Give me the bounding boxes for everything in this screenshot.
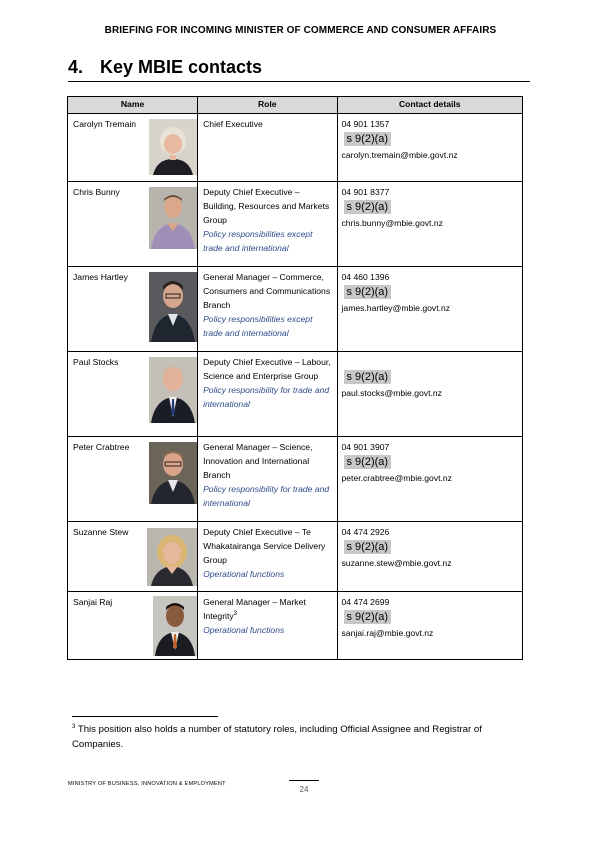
footer-ministry: MINISTRY OF BUSINESS, INNOVATION & EMPLOYMENT (68, 781, 226, 787)
phone-number: 04 901 3907 (341, 442, 390, 452)
section-heading (68, 57, 530, 82)
role-cell (198, 352, 337, 437)
footnote (72, 722, 532, 752)
contact-cell (337, 267, 523, 352)
email-link[interactable]: chris.bunny@mbie.govt.nz (341, 218, 443, 228)
contact-cell (337, 352, 523, 437)
name-cell (68, 437, 198, 522)
role-title: Deputy Chief Executive – Labour, Science and Enterprise Group (203, 357, 331, 381)
contacts-table (67, 96, 523, 660)
footnote-marker: 3 (72, 723, 76, 730)
phone-number: 04 474 2926 (341, 527, 390, 537)
redaction-box: s 9(2)(a) (344, 285, 392, 299)
portrait-photo (149, 272, 197, 342)
contact-name: Peter Crabtree (73, 442, 130, 452)
contact-name: Carolyn Tremain (73, 119, 137, 129)
role-title: Deputy Chief Executive – Building, Resources and Markets Group (203, 187, 330, 225)
phone-number: 04 474 2699 (341, 597, 390, 607)
portrait-photo (147, 528, 197, 586)
role-title: Deputy Chief Executive – Te Whakatairanga Service Delivery Group (203, 527, 326, 565)
redaction-box: s 9(2)(a) (344, 200, 392, 214)
role-title: General Manager – Science, Innovation and International Branch (203, 442, 313, 480)
footnote-reference[interactable]: 3 (233, 611, 237, 618)
contact-cell (337, 437, 523, 522)
table-row (68, 352, 523, 437)
portrait-photo (149, 119, 197, 175)
redaction-box: s 9(2)(a) (344, 132, 392, 146)
section-title: Key MBIE contacts (100, 57, 263, 77)
email-link[interactable]: suzanne.stew@mbie.govt.nz (341, 558, 452, 568)
name-cell (68, 267, 198, 352)
role-title-text: General Manager – Market Integrity (203, 597, 306, 621)
email-link[interactable]: carolyn.tremain@mbie.govt.nz (341, 150, 458, 160)
email-link[interactable]: james.hartley@mbie.govt.nz (341, 303, 451, 313)
name-cell (68, 522, 198, 592)
email-link[interactable]: peter.crabtree@mbie.govt.nz (341, 473, 452, 483)
contact-cell (337, 182, 523, 267)
redaction-box: s 9(2)(a) (344, 610, 392, 624)
redaction-box: s 9(2)(a) (344, 370, 392, 384)
portrait-photo (149, 442, 197, 504)
contact-cell (337, 592, 523, 660)
document-header: BRIEFING FOR INCOMING MINISTER OF COMMERCE AND CONSUMER AFFAIRS (104, 25, 497, 36)
role-cell (198, 182, 337, 267)
table-row (68, 437, 523, 522)
name-cell (68, 592, 198, 660)
name-cell (68, 114, 198, 182)
role-cell (198, 592, 337, 660)
policy-note: Operational functions (203, 569, 285, 579)
phone-number: 04 460 1396 (341, 272, 390, 282)
redaction-box: s 9(2)(a) (344, 540, 392, 554)
email-link[interactable]: paul.stocks@mbie.govt.nz (341, 388, 442, 398)
portrait-photo (149, 187, 197, 249)
name-cell (68, 182, 198, 267)
role-title (203, 595, 332, 623)
role-cell (198, 437, 337, 522)
contact-cell (337, 114, 523, 182)
column-header-name: Name (68, 97, 198, 114)
portrait-photo (149, 357, 197, 423)
column-header-contact: Contact details (337, 97, 523, 114)
table-row (68, 522, 523, 592)
policy-note: Policy responsibilities except trade and international (203, 229, 313, 253)
table-header-row (68, 97, 523, 114)
redaction-box: s 9(2)(a) (344, 455, 392, 469)
contact-name: Sanjai Raj (73, 597, 113, 607)
policy-note: Policy responsibility for trade and international (203, 484, 330, 508)
section-number: 4. (68, 57, 84, 77)
phone-number: 04 901 1357 (341, 119, 390, 129)
table-row (68, 592, 523, 660)
page-number: 24 (299, 785, 309, 794)
footer-divider (289, 780, 319, 781)
name-cell (68, 352, 198, 437)
policy-note: Operational functions (203, 625, 285, 635)
footnote-text: This position also holds a number of statutory roles, including Official Assignee and Registrar of Companies. (72, 724, 482, 750)
portrait-photo (153, 596, 197, 656)
role-title: General Manager – Commerce, Consumers and Communications Branch (203, 272, 331, 310)
policy-note: Policy responsibilities except trade and international (203, 314, 313, 338)
column-header-role: Role (198, 97, 337, 114)
email-link[interactable]: sanjai.raj@mbie.govt.nz (341, 628, 434, 638)
role-title: Chief Executive (203, 119, 263, 129)
role-cell (198, 114, 337, 182)
role-cell (198, 267, 337, 352)
table-row (68, 182, 523, 267)
footnote-divider (72, 716, 218, 717)
role-cell (198, 522, 337, 592)
policy-note: Policy responsibility for trade and international (203, 385, 330, 409)
contact-name: Chris Bunny (73, 187, 120, 197)
contact-cell (337, 522, 523, 592)
table-row (68, 267, 523, 352)
phone-number: 04 901 8377 (341, 187, 390, 197)
contact-name: James Hartley (73, 272, 128, 282)
contact-name: Paul Stocks (73, 357, 119, 367)
table-row (68, 114, 523, 182)
contact-name: Suzanne Stew (73, 527, 129, 537)
